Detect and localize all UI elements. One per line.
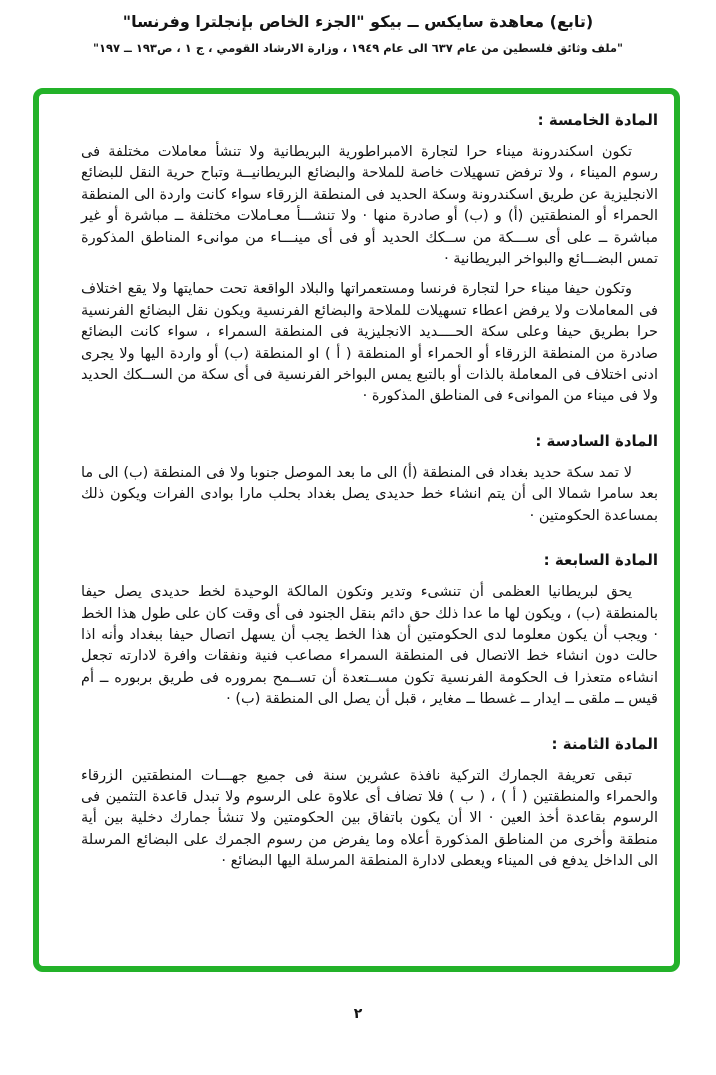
article-seven-paragraph-1: يحق لبريطانيا العظمى أن تنشىء وتدير وتكون المالكة الوحيدة لخط حديدى يصل حيفا بالمنطقة (ب) ، ويكون لها ما عدا ذلك حق دائم بنقل الجنود فى أى وقت كان على طول هذا الخط · ويجب أن يكون معلوما لدى الحكومتين أن هذا الخط يجب أن يسهل اتصال حيفا ببغداد وأنه اذا حالت دون انشاء خط الاتصال فى المنطقة السمراء مصاعب فنية ونفقات وافرة لادارته تجعل انشاءه متعذرا ف الحكومة الفرنسية تكون مســتعدة أن تســمح بمروره فى طريق بربوره ــ أم قيس ــ ملقى ــ ايدار ــ غسطا ــ مغاير ، قبل أن يصل الى المنطقة (ب) ·	[81, 584, 658, 708]
article-five-paragraph-1: تكون اسكندرونة ميناء حرا لتجارة الامبراطورية البريطانية ولا تنشأ معاملات مختلفة فى رسوم الميناء ، ولا ترفض تسهيلات خاصة للملاحة والبضائع البريطانيــة وتباح حرية النقل للبضائع الانجليزية عن طريق اسكندرونة وسكة الحديد فى المنطقة الزرقاء سواء كانت واردة الى المنطقة الحمراء أو المنطقتين (أ) و (ب) أو صادرة منها · ولا تنشـــأ معـاملات مختلفة ــ مباشرة أو غير مباشرة ــ على أى ســـكة من ســكك الحديد أو فى أى مينـــاء من موانىء المناطق المذكورة تمس البضـــائع والبواخر البريطانية ·	[81, 144, 658, 268]
page-header	[0, 12, 716, 55]
page-number: ٢	[353, 1006, 363, 1022]
article-six-paragraph-1: لا تمد سكة حديد بغداد فى المنطقة (أ) الى ما بعد الموصل جنوبا ولا فى المنطقة (ب) الى ما بعد سامرا شمالا الى أن يتم انشاء خط حديدى يصل بغداد بحلب مارا بوادى الفرات ويكون ذلك بمساعدة الحكومتين ·	[81, 464, 658, 524]
document-title: (تابع) معاهدة سايكس ــ بيكو "الجزء الخاص بإنجلترا وفرنسا"	[122, 12, 594, 31]
article-five-paragraph-2: وتكون حيفا ميناء حرا لتجارة فرنسا ومستعمراتها والبلاد الواقعة تحت حمايتها ولا يقع اختلاف فى المعاملات ولا يرفض اعطاء تسهيلات للملاحة والبضائع الفرنسية ويكون نقل البضائع الفرنسية حرا بطريق حيفا وعلى سكة الحــــديد الانجليزية فى المنطقة السمراء ، سواء كانت البضائع صادرة من المنطقة الزرقاء أو الحمراء أو المنطقة ( أ ) او المنطقة (ب) أو واردة اليها ولا يجرى ادنى اختلاف فى المعاملة بالذات أو بالتبع يمس البواخر الفرنسية فى أى سكة من الســكك الحديد ولا فى ميناء من الموانىء فى المناطق المذكورة ·	[81, 281, 658, 405]
green-highlight-box	[33, 88, 680, 972]
article-eight-heading: المادة الثامنة :	[551, 734, 658, 753]
article-six-section	[81, 432, 658, 527]
article-eight-paragraph-1: تبقى تعريفة الجمارك التركية نافذة عشرين سنة فى جميع جهـــات المنطقتين الزرقاء والحمراء والمنطقتين ( أ ) ، ( ب ) فلا تضاف أى علاوة على الرسوم ولا تبدل قاعدة التثمين فى الرسوم بقاعدة أخذ العين · الا أن يكون باتفاق بين الحكومتين ولا تنشأ جمارك دخلية بين أية منطقة وأخرى من المناطق المذكورة أعلاه وما يفرض من رسوم الجمرك على البضائع المرسلة الى الداخل يدفع فى الميناء ويعطى لادارة المنطقة المرسلة اليها البضائع ·	[81, 767, 658, 870]
article-seven-heading: المادة السابعة :	[543, 551, 658, 570]
article-five-section	[81, 111, 658, 408]
article-seven-section	[81, 551, 658, 710]
document-source-citation: "ملف وثائق فلسطين من عام ٦٣٧ الى عام ١٩٤٩ ، وزارة الارشاد القومي ، ج ١ ، ص١٩٣ ــ ١٩٧"	[92, 41, 624, 55]
article-six-heading: المادة السادسة :	[535, 431, 658, 450]
article-five-heading: المادة الخامسة :	[537, 111, 658, 129]
article-eight-section	[81, 735, 658, 873]
